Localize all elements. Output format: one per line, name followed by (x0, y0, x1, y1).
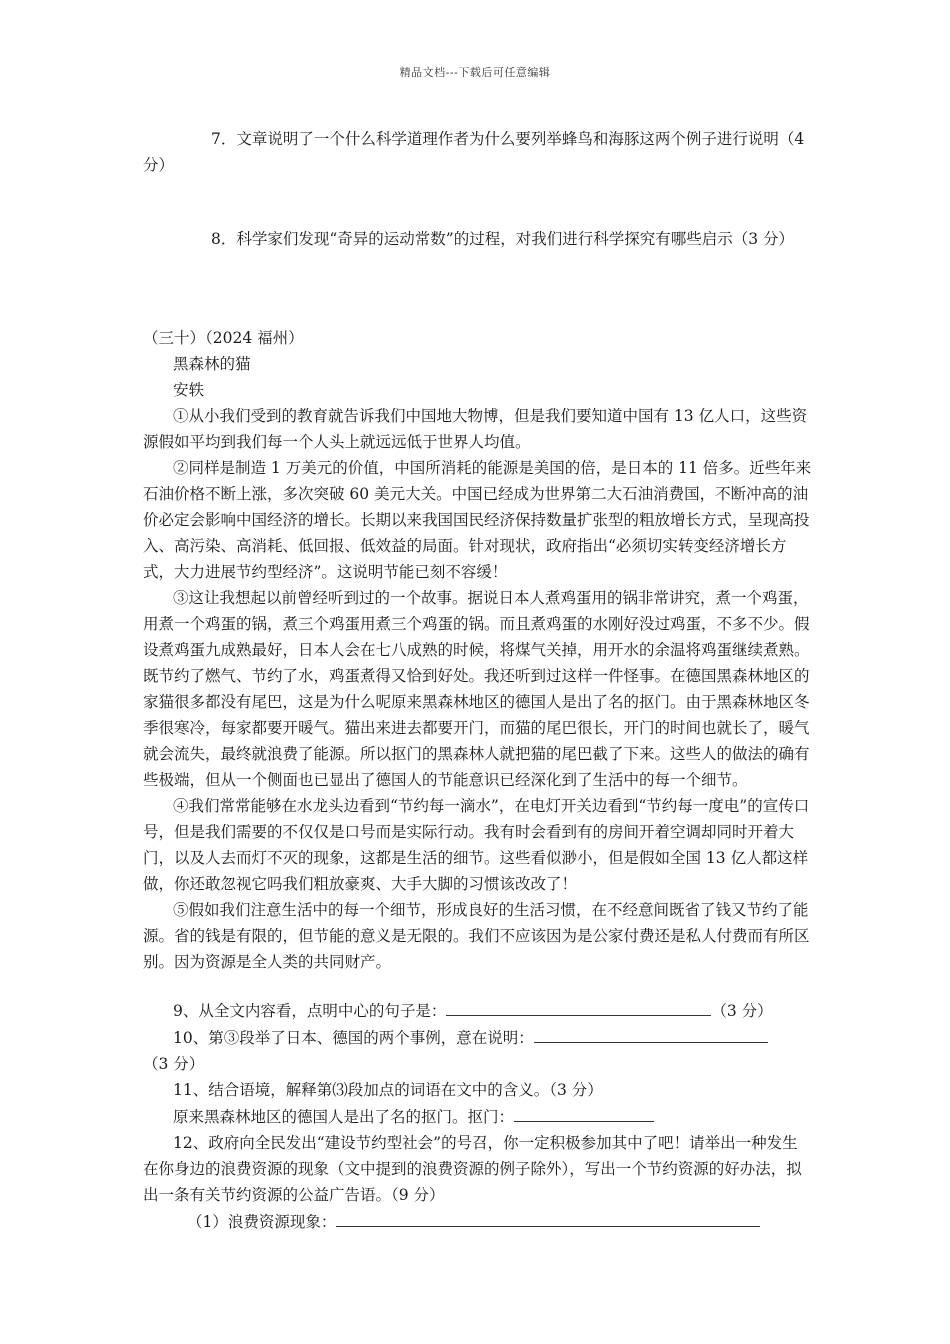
question-7-text: 7．文章说明了一个什么科学道理作者为什么要列举蜂鸟和海豚这两个例子进行说明（4 分） (143, 130, 805, 174)
paragraph-4: ④我们常常能够在水龙头边看到“节约每一滴水”，在电灯开关边看到“节约每一度电”的宣传口号，但是我们需要的不仅仅是口号而是实际行动。我有时会看到有的房间开着空调却同时开着大门，以及人去而灯不灭的现象，这都是生活的细节。这些看似渺小，但是假如全国 13 亿人都这样做，你还敢忽视它吗我们粗放豪爽、大手大脚的习惯该改改了！ (143, 797, 810, 893)
passage-title: 黑森林的猫 (173, 355, 251, 373)
question-11-sentence-text: 原来黑森林地区的德国人是出了名的抠门。抠门： (173, 1108, 515, 1126)
paragraph-5: ⑤假如我们注意生活中的每一个细节，形成良好的生活习惯，在不经意间既省了钱又节约了能源。省的钱是有限的，但节能的意义是无限的。我们不应该因为是公家付费还是私人付费而有所区别。因为资源是全人类的共同财产。 (143, 901, 810, 971)
question-10 (143, 1024, 813, 1051)
question-10-text: 10、第③段举了日本、德国的两个事例，意在说明： (173, 1029, 534, 1047)
paragraph-2: ②同样是制造 1 万美元的价值，中国所消耗的能源是美国的倍，是日本的 11 倍多。近些年来石油价格不断上涨，多次突破 60 美元大关。中国已经成为世界第二大石油消费国，不断冲高的油价必定会影响中国经济的增长。长期以来我国国民经济保持数量扩张型的粗放增长方式，呈现高投入、高污染、高消耗、低回报、低效益的局面。针对现状，政府指出“必须切实转变经济增长方式，大力进展节约型经济”。这说明节能已刻不容缓！ (143, 459, 812, 581)
page-header: 精品文档---下载后可任意编辑 (399, 66, 551, 79)
question-11-sentence (143, 1103, 813, 1130)
question-8-text: 8．科学家们发现“奇异的运动常数”的过程，对我们进行科学探究有哪些启示（3 分） (211, 230, 795, 248)
answer-blank-10[interactable] (534, 1024, 768, 1043)
question-12-part-1 (143, 1208, 813, 1235)
question-12: 12、政府向全民发出“建设节约型社会”的号召，你一定积极参加其中了吧！请举出一种发生在你身边的浪费资源的现象（文中提到的浪费资源的例子除外），写出一个节约资源的好办法，拟出一条有关节约资源的公益广告语。（9 分） (143, 1134, 802, 1204)
paragraph-3: ③这让我想起以前曾经听到过的一个故事。据说日本人煮鸡蛋用的锅非常讲究，煮一个鸡蛋，用煮一个鸡蛋的锅，煮三个鸡蛋用煮三个鸡蛋的锅。而且煮鸡蛋的水刚好没过鸡蛋，不多不少。假设煮鸡蛋九成熟最好，日本人会在七八成熟的时候，将煤气关掉，用开水的余温将鸡蛋继续煮熟。既节约了燃气、节约了水，鸡蛋煮得又恰到好处。我还听到过这样一件怪事。在德国黑森林地区的家猫很多都没有尾巴，这是为什么呢原来黑森林地区的德国人是出了名的抠门。由于黑森林地区冬季很寒冷，每家都要开暖气。猫出来进去都要开门，而猫的尾巴很长，开门的时间也就长了，暖气就会流失，最终就浪费了能源。所以抠门的黑森林人就把猫的尾巴截了下来。这些人的做法的确有些极端，但从一个侧面也已显出了德国人的节能意识已经深化到了生活中的每一个细节。 (143, 589, 810, 789)
answer-blank-11[interactable] (514, 1103, 654, 1122)
question-11: 11、结合语境，解释第⑶段加点的词语在文中的含义。（3 分） (173, 1081, 603, 1099)
answer-blank-12-1[interactable] (336, 1208, 760, 1227)
passage-author: 安轶 (173, 381, 205, 399)
question-9 (143, 997, 813, 1024)
answer-blank-9[interactable] (446, 997, 711, 1016)
question-10-score: （3 分） (143, 1055, 205, 1073)
question-12-part-1-text: （1）浪费资源现象： (187, 1213, 337, 1231)
section-label: （三十）（2024 福州） (143, 329, 304, 347)
question-9-text: 9、从全文内容看，点明中心的句子是： (173, 1002, 447, 1020)
question-7 (143, 126, 813, 178)
question-8 (143, 226, 813, 252)
reading-passage (143, 325, 813, 975)
question-9-score: （3 分） (711, 1002, 773, 1020)
questions-section (143, 997, 813, 1235)
paragraph-1: ①从小我们受到的教育就告诉我们中国地大物博，但是我们要知道中国有 13 亿人口，这些资源假如平均到我们每一个人头上就远远低于世界人均值。 (143, 407, 808, 451)
